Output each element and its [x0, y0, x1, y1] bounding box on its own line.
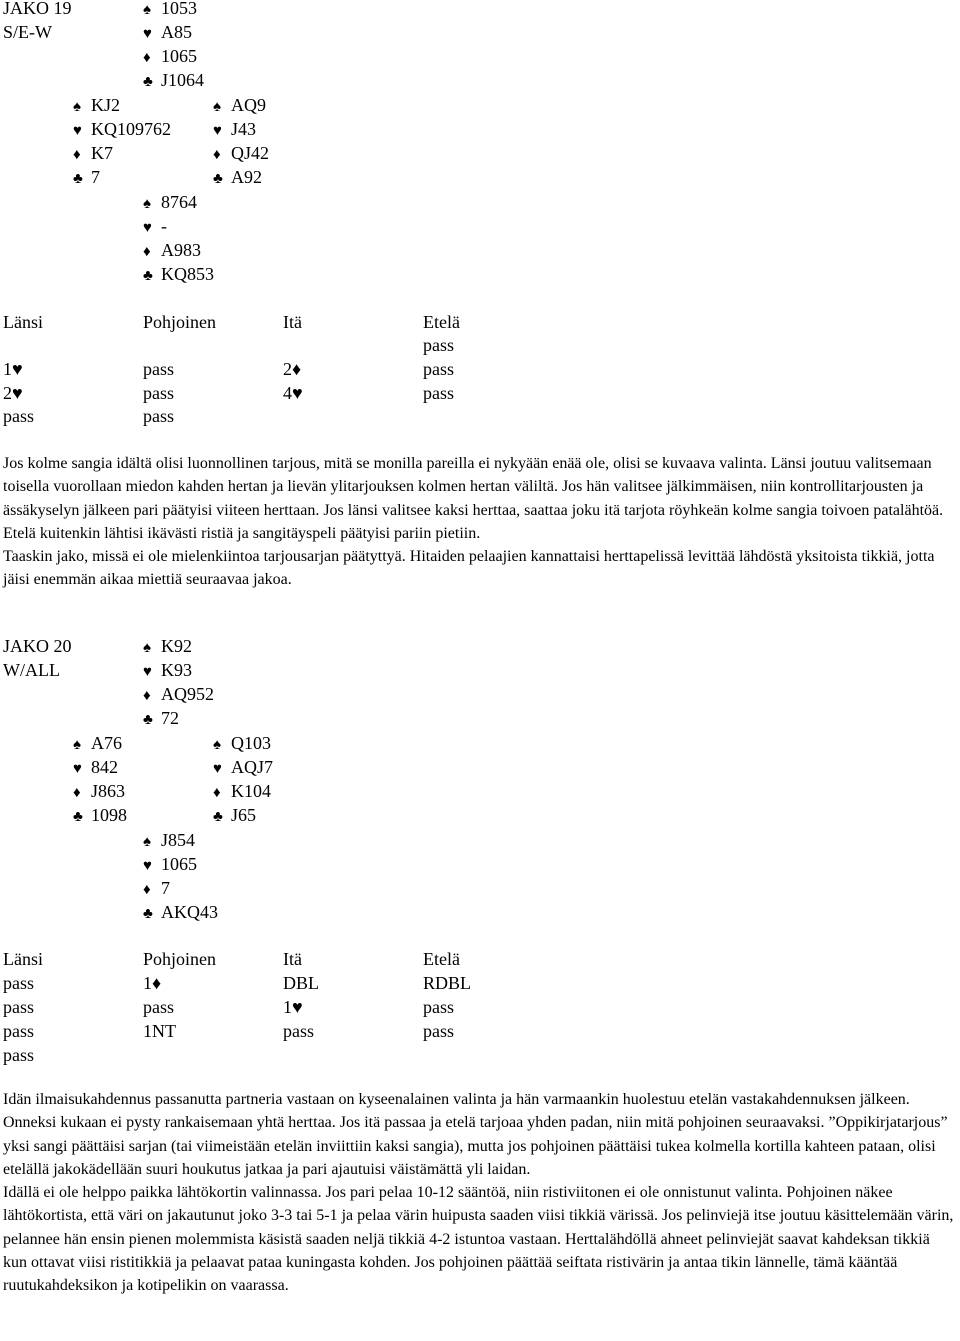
north-hearts: A85 — [161, 22, 192, 42]
bid: 2♦ — [283, 359, 302, 379]
bid: pass — [3, 1021, 34, 1041]
bid: pass — [143, 406, 174, 426]
club-icon: ♣ — [143, 74, 153, 90]
bid: pass — [143, 997, 174, 1017]
east-spades: AQ9 — [231, 95, 266, 115]
spade-icon: ♠ — [143, 2, 151, 18]
bid: pass — [143, 359, 174, 379]
west-clubs: 1098 — [91, 805, 127, 825]
paragraph: Jos kolme sangia idältä olisi luonnollinen tarjous, mitä se monilla pareilla ei nykyään enää ole, olisi se kuvaava valinta. Länsi joutuu valitsemaan toisella vuorollaan miedon kahden hertan ja lievän ylitarjouksen kolmen hertan väliltä. Jos hän valitsee jälkimmäisen, niin kontrollitarjousten ja ässäkyselyn jälkeen pari päätyisi viiteen herttaan. Jos länsi valitsee kaksi herttaa, saattaa joku itä tarjota röyhkeän kolme sangia toivoen patalähtöä. Etelä kuitenkin lähtisi ikävästi ristiä ja sangitäyspeli päätyisi pariin pietiin. — [3, 455, 944, 542]
dealer-vulnerability: S/E-W — [3, 22, 52, 42]
bid: 1♦ — [143, 973, 162, 993]
south-hearts: - — [161, 216, 167, 236]
west-spades: A76 — [91, 733, 122, 753]
spade-icon: ♠ — [143, 196, 151, 212]
south-clubs: KQ853 — [161, 264, 214, 284]
east-clubs: J65 — [231, 805, 257, 825]
west-clubs: 7 — [91, 167, 100, 187]
heart-icon: ♥ — [73, 761, 82, 777]
club-icon: ♣ — [213, 171, 223, 187]
bid: pass — [3, 406, 34, 426]
diamond-icon: ♦ — [143, 688, 151, 704]
deal-label: JAKO 19 — [3, 0, 72, 18]
header-south: Etelä — [423, 312, 460, 332]
bid: pass — [143, 383, 174, 403]
diamond-icon: ♦ — [143, 244, 151, 260]
bid: 4♥ — [283, 383, 303, 403]
spade-icon: ♠ — [143, 834, 151, 850]
bid: pass — [423, 1021, 454, 1041]
west-hearts: KQ109762 — [91, 119, 171, 139]
north-spades: 1053 — [161, 0, 197, 18]
heart-icon: ♥ — [143, 220, 152, 236]
north-diamonds: 1065 — [161, 46, 197, 66]
west-diamonds: J863 — [91, 781, 126, 801]
club-icon: ♣ — [143, 712, 153, 728]
north-clubs: J1064 — [161, 70, 205, 90]
header-north: Pohjoinen — [143, 312, 217, 332]
paragraph: Idän ilmaisukahdennus passanutta partneria vastaan on kyseenalainen valinta ja hän varmaankin huolestuu etelän vastakahdennuksen jälkeen. Onneksi kukaan ei pysty rankaisemaan yhtä herttaa. Jos itä passaa ja etelä tarjoaa yhden padan, niin mitä pohjoinen seuraavaksi. ”Oppikirjatarjous” yksi sangi päättäisi sarjan (tai viimeistään etelän inviittiin kaksi sangia), mutta jos pohjoinen päättäisi tukea kolmella kortilla kahteen pataan, olisi etelällä jakokädellään suuri houkutus jatkaa ja pari ajautuisi väistämättä yli laidan. — [3, 1091, 948, 1178]
deal-label: JAKO 20 — [3, 636, 72, 656]
diamond-icon: ♦ — [213, 147, 221, 163]
header-east: Itä — [283, 949, 302, 969]
west-diamonds: K7 — [91, 143, 113, 163]
bid: pass — [3, 1045, 34, 1065]
south-hearts: 1065 — [161, 854, 197, 874]
bid: pass — [423, 335, 454, 355]
paragraph: Idällä ei ole helppo paikka lähtökortin valinnassa. Jos pari pelaa 10-12 sääntöä, niin ristiviitonen ei ole onnistunut valinta. Pohjoinen näkee lähtökortista, että väri on jakautunut joko 3-3 tai 5-1 ja pelaa värin huipusta saaden viisi tikkiä värissä. Jos pelinviejä itse joutuu käsittelemään värin, pelannee hän ensin pienen molemmista käsistä saaden neljä tikkiä 4-2 istuntoa vastaan. Herttalähdöllä ahneet pelinviejät saavat kahdeksan tikkiä kun ottavat viisi ristitikkiä ja pelaavat pataa kuningasta kohden. Jos pohjoinen päättää seiftata ristivärin ja antaa tikin lännelle, tämä kääntää ruutukahdeksikon ja kotipelikin on vaarassa. — [3, 1184, 954, 1295]
header-east: Itä — [283, 312, 302, 332]
bid: 1♥ — [283, 997, 303, 1017]
club-icon: ♣ — [73, 809, 83, 825]
club-icon: ♣ — [143, 906, 153, 922]
header-north: Pohjoinen — [143, 949, 217, 969]
heart-icon: ♥ — [73, 123, 82, 139]
bid: pass — [3, 997, 34, 1017]
spade-icon: ♠ — [143, 640, 151, 656]
bid: pass — [3, 973, 34, 993]
bid: pass — [423, 997, 454, 1017]
bid: pass — [283, 1021, 314, 1041]
club-icon: ♣ — [143, 268, 153, 284]
diamond-icon: ♦ — [213, 785, 221, 801]
header-south: Etelä — [423, 949, 460, 969]
club-icon: ♣ — [73, 171, 83, 187]
header-west: Länsi — [3, 312, 43, 332]
heart-icon: ♥ — [143, 858, 152, 874]
east-diamonds: K104 — [231, 781, 271, 801]
east-hearts: J43 — [231, 119, 257, 139]
west-spades: KJ2 — [91, 95, 121, 115]
south-spades: 8764 — [161, 192, 197, 212]
diamond-icon: ♦ — [73, 147, 81, 163]
commentary — [3, 452, 957, 592]
east-clubs: A92 — [231, 167, 262, 187]
header-west: Länsi — [3, 949, 43, 969]
commentary — [3, 1088, 957, 1298]
diamond-icon: ♦ — [143, 882, 151, 898]
heart-icon: ♥ — [213, 761, 222, 777]
north-diamonds: AQ952 — [161, 684, 214, 704]
paragraph: Taaskin jako, missä ei ole mielenkiintoa tarjousarjan päätyttyä. Hitaiden pelaajien kannattaisi herttapelissä levittää lähdöstä yksitoista tikkiä, jotta jäisi enemmän aikaa miettiä seuraavaa jakoa. — [3, 548, 935, 589]
bid: pass — [423, 383, 454, 403]
south-clubs: AKQ43 — [161, 902, 218, 922]
south-spades: J854 — [161, 830, 196, 850]
south-diamonds: A983 — [161, 240, 201, 260]
bid: 1NT — [143, 1021, 176, 1041]
bid: pass — [423, 359, 454, 379]
spade-icon: ♠ — [213, 99, 221, 115]
heart-icon: ♥ — [143, 664, 152, 680]
dealer-vulnerability: W/ALL — [3, 660, 60, 680]
heart-icon: ♥ — [213, 123, 222, 139]
south-diamonds: 7 — [161, 878, 170, 898]
east-diamonds: QJ42 — [231, 143, 270, 163]
east-spades: Q103 — [231, 733, 271, 753]
heart-icon: ♥ — [143, 26, 152, 42]
spade-icon: ♠ — [73, 99, 81, 115]
west-hearts: 842 — [91, 757, 118, 777]
north-hearts: K93 — [161, 660, 192, 680]
bid: 2♥ — [3, 383, 23, 403]
club-icon: ♣ — [213, 809, 223, 825]
spade-icon: ♠ — [73, 737, 81, 753]
bid: DBL — [283, 973, 319, 993]
north-spades: K92 — [161, 636, 192, 656]
spade-icon: ♠ — [213, 737, 221, 753]
diamond-icon: ♦ — [73, 785, 81, 801]
bid: RDBL — [423, 973, 472, 993]
diamond-icon: ♦ — [143, 50, 151, 66]
north-clubs: 72 — [161, 708, 179, 728]
east-hearts: AQJ7 — [231, 757, 274, 777]
bid: 1♥ — [3, 359, 23, 379]
